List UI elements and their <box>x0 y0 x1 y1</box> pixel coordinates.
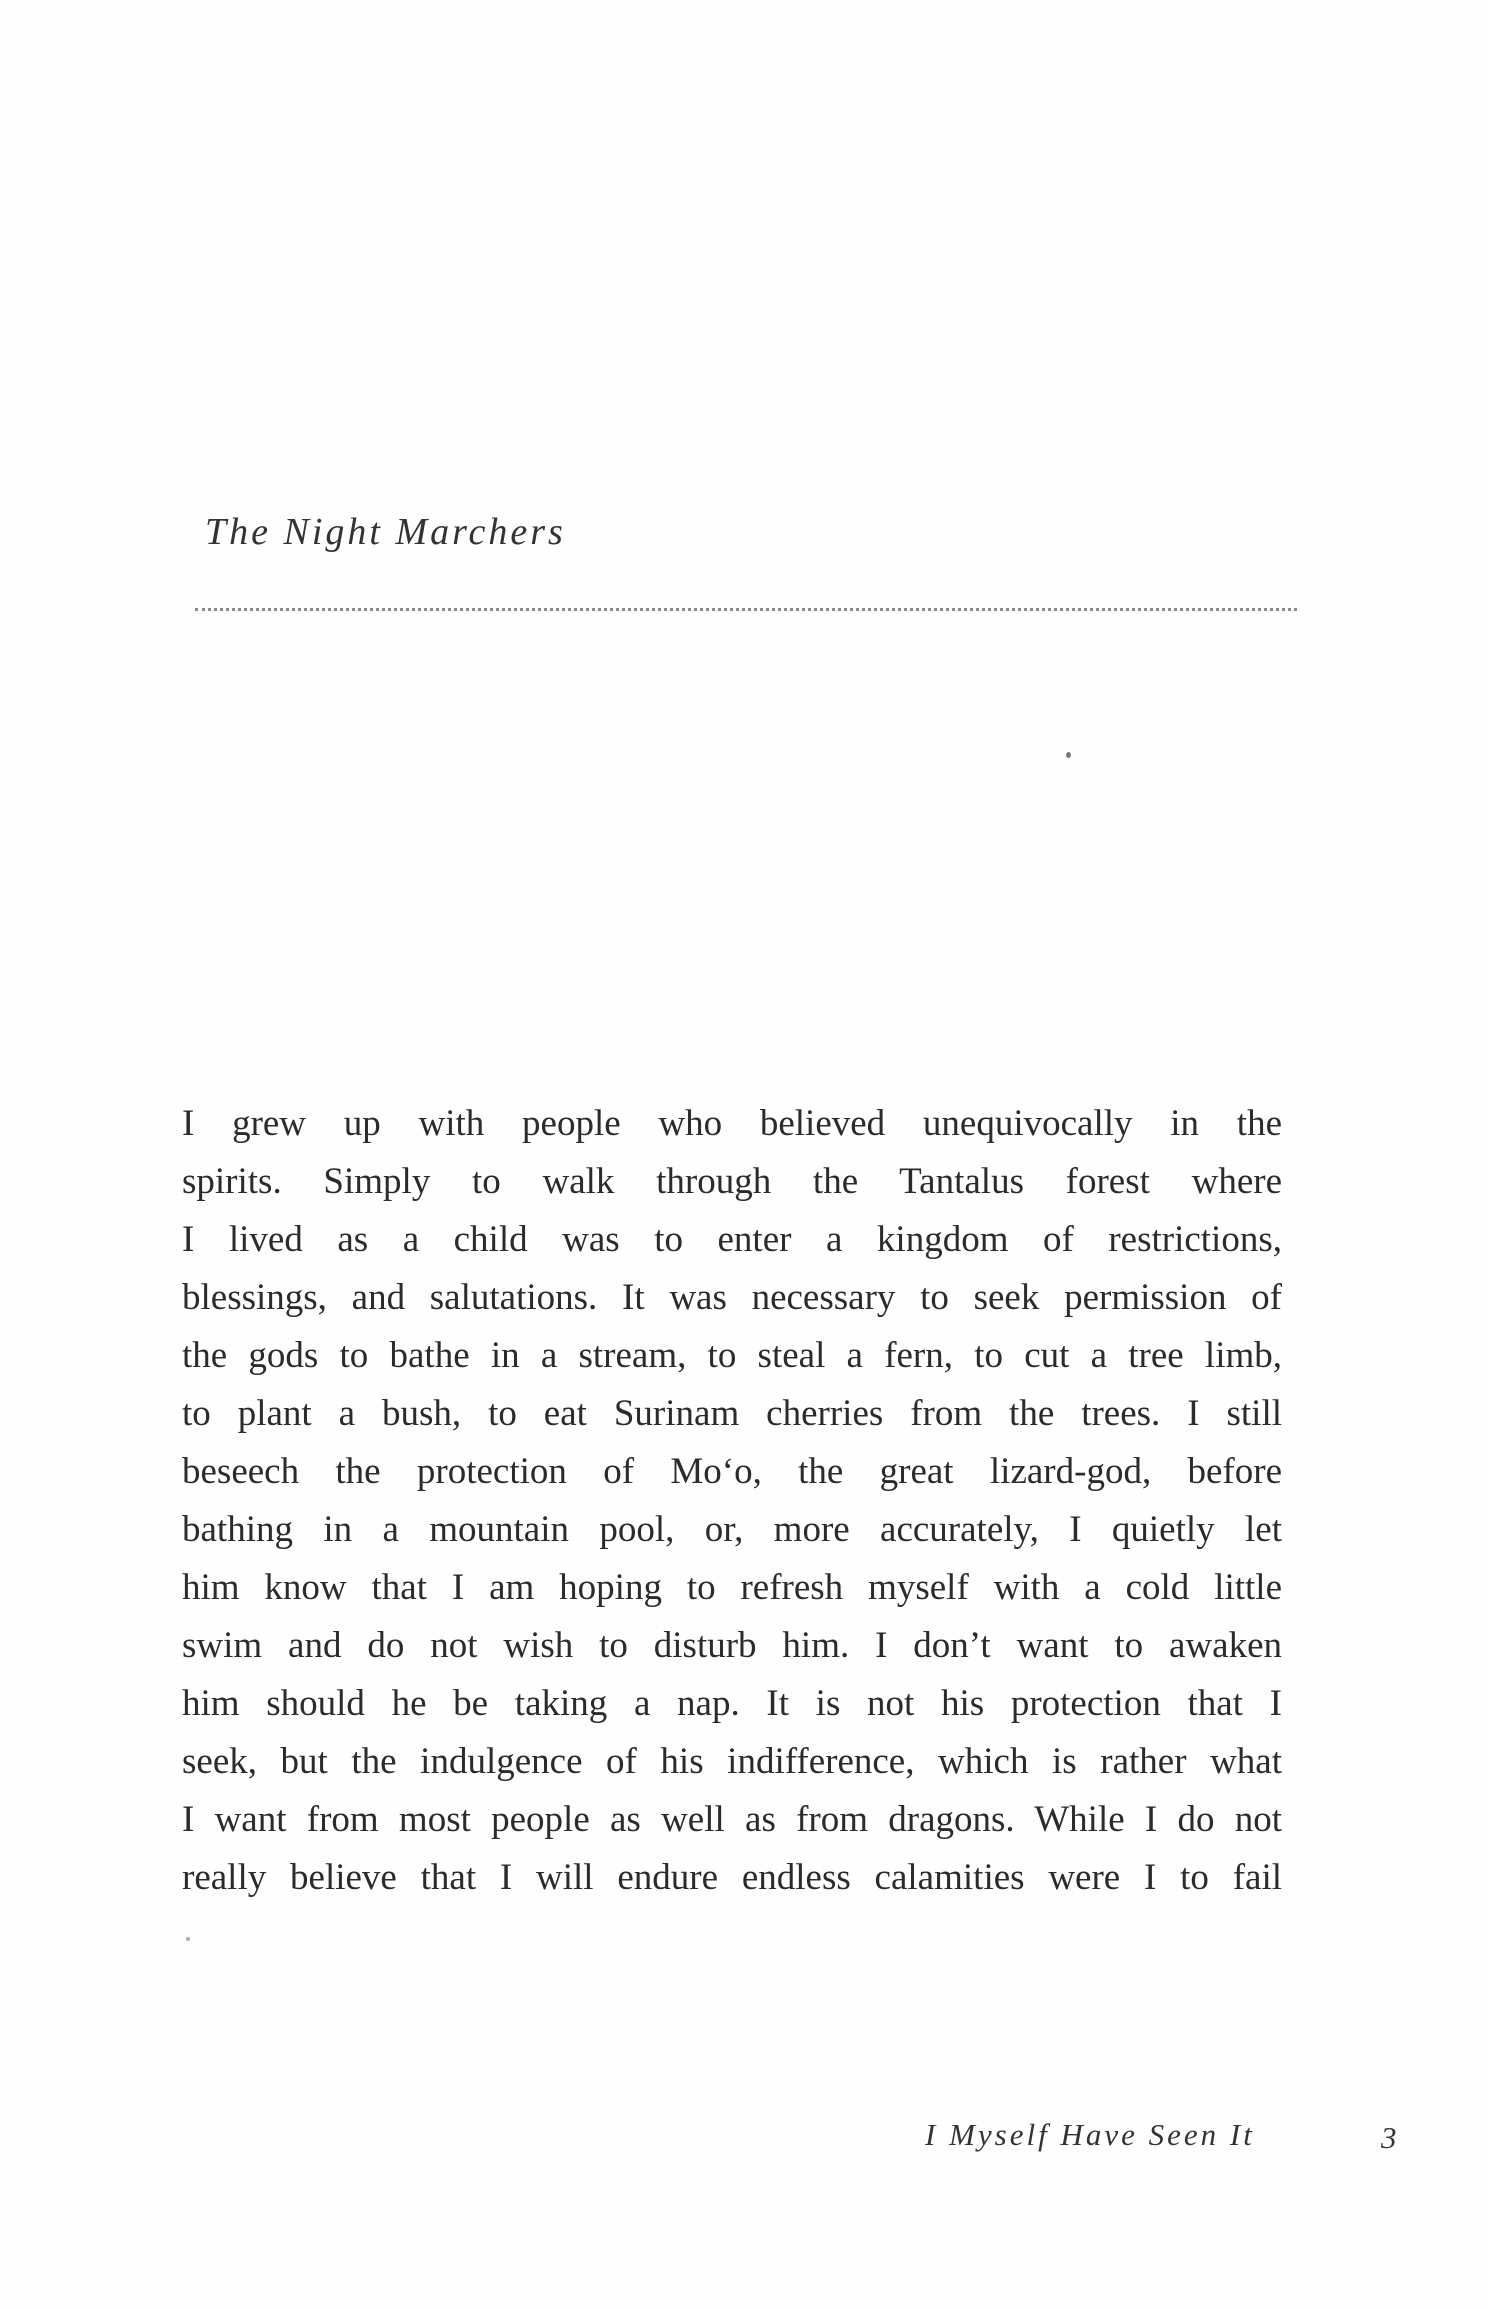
body-line: blessings, and salutations. It was necessary to seek permission of <box>182 1277 1282 1318</box>
chapter-title: The Night Marchers <box>205 511 566 553</box>
dotted-rule <box>195 608 1297 611</box>
body-line: the gods to bathe in a stream, to steal a fern, to cut a tree limb, <box>182 1335 1282 1376</box>
body-line: really believe that I will endure endless calamities were I to fail <box>182 1857 1282 1898</box>
scan-speck <box>186 1937 190 1941</box>
running-footer-title: I Myself Have Seen It <box>925 2117 1255 2152</box>
body-line: I grew up with people who believed unequivocally in the <box>182 1103 1282 1144</box>
body-line: swim and do not wish to disturb him. I don’t want to awaken <box>182 1625 1282 1666</box>
body-line: I want from most people as well as from dragons. While I do not <box>182 1799 1282 1840</box>
body-paragraph <box>182 1095 1282 1907</box>
body-line: spirits. Simply to walk through the Tantalus forest where <box>182 1161 1282 1202</box>
body-line: him know that I am hoping to refresh myself with a cold little <box>182 1567 1282 1608</box>
body-line: beseech the protection of Mo‘o, the great lizard-god, before <box>182 1451 1282 1492</box>
body-line: to plant a bush, to eat Surinam cherries from the trees. I still <box>182 1393 1282 1434</box>
scan-speck <box>1066 752 1071 758</box>
body-line: bathing in a mountain pool, or, more accurately, I quietly let <box>182 1509 1282 1550</box>
body-line: him should he be taking a nap. It is not his protection that I <box>182 1683 1282 1724</box>
body-line: I lived as a child was to enter a kingdom of restrictions, <box>182 1219 1282 1260</box>
page-number: 3 <box>1381 2120 1397 2155</box>
body-line: seek, but the indulgence of his indifference, which is rather what <box>182 1741 1282 1782</box>
